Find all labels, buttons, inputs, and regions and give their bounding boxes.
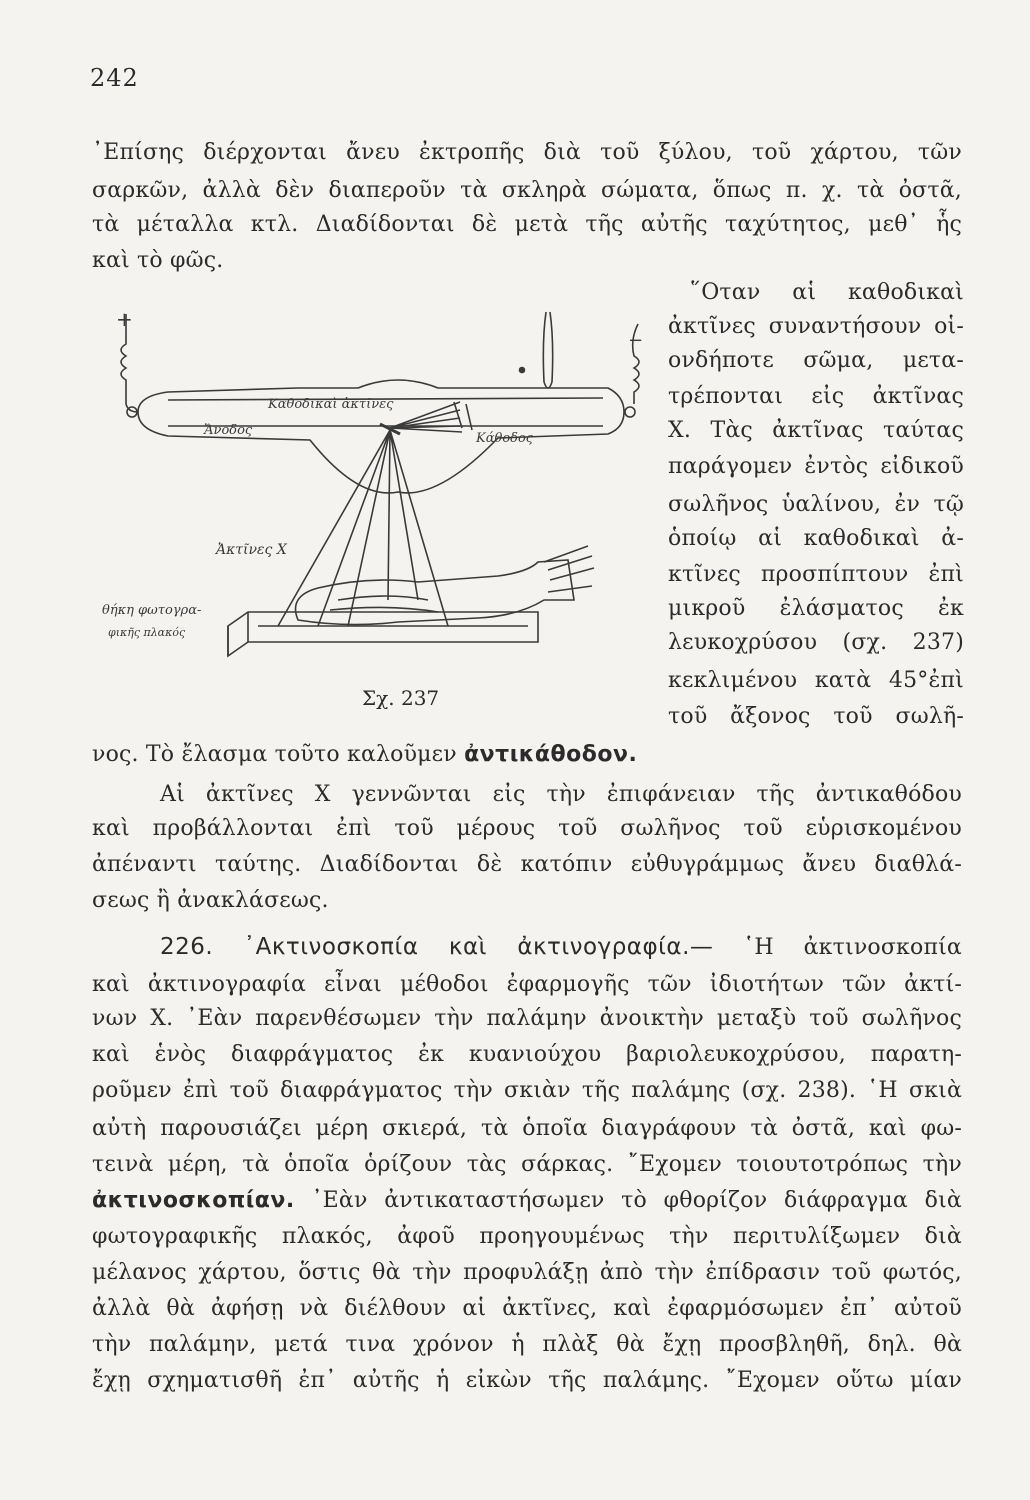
text-line: Αἱ ἀκτῖνες Χ γεννῶνται εἰς τὴν ἐπιφάνειαν τῆς ἀντικαθόδου: [160, 782, 962, 807]
text-line: μέλανος χάρτου, ὅστις θὰ τὴν προφυλάξῃ ἀπὸ τὴν ἐπίδρασιν τοῦ φωτός,: [92, 1260, 962, 1285]
side-text-line: Χ. Τὰς ἀκτῖνας ταύτας: [668, 418, 964, 443]
figure-237-xray-tube: [98, 300, 658, 700]
text-line: ροῦμεν ἐπὶ τοῦ διαφράγματος τὴν σκιὰν τῆς παλάμης (σχ. 238). ῾Η σκιὰ: [92, 1078, 962, 1103]
text-run: ᾿Εὰν ἀντικαταστήσωμεν τὸ φθορίζον διάφραγμα διὰ: [311, 1188, 962, 1213]
cathode-rays-label: Καθοδικαὶ ἀκτῖνες: [268, 397, 394, 412]
text-line: τὴν παλάμην, μετά τινα χρόνον ἡ πλὰξ θὰ ἔχῃ προσβληθῆ, δηλ. θὰ: [92, 1332, 962, 1357]
text-line: ᾿Επίσης διέρχονται ἄνευ ἐκτροπῆς διὰ τοῦ ξύλου, τοῦ χάρτου, τῶν: [92, 140, 962, 165]
text-line: καὶ τὸ φῶς.: [92, 248, 224, 273]
section-226-first-line: [160, 936, 962, 959]
side-text-line: κεκλιμένου κατὰ 45°ἐπὶ: [668, 668, 964, 693]
figure-caption: Σχ. 237: [362, 686, 440, 710]
term-anticathode: ἀντικάθοδον.: [464, 742, 638, 767]
side-text-line: κτῖνες προσπίπτουν ἐπὶ: [668, 562, 964, 587]
cathode-label: Κάθοδος: [476, 431, 534, 446]
side-text-line: ῞Οταν αἱ καθοδικαὶ: [690, 280, 964, 305]
text-line: ἀπέναντι ταύτης. Διαδίδονται δὲ κατόπιν εὐθυγράμμως ἄνευ διαθλά-: [92, 852, 962, 877]
section-heading: 226. ᾿Ακτινοσκοπία καὶ ἀκτινογραφία.—: [160, 934, 714, 960]
text-line: καὶ προβάλλονται ἐπὶ τοῦ μέρους τοῦ σωλῆνος τοῦ εὑρισκομένου: [92, 816, 962, 841]
side-text-line: τρέπονται εἰς ἀκτῖνας: [668, 384, 964, 409]
xrays-label: Ἀκτῖνες Χ: [216, 542, 287, 558]
side-text-line: σωλῆνος ὑαλίνου, ἐν τῷ: [668, 492, 964, 517]
page-number: 242: [90, 64, 139, 92]
plate-holder-label-2: φικῆς πλακός: [108, 626, 186, 639]
side-text-line: μικροῦ ἐλάσματος ἐκ: [668, 596, 964, 621]
minus-sign-label: −: [628, 330, 644, 351]
term-radioscopy: ἀκτινοσκοπίαν.: [92, 1188, 295, 1213]
side-text-line: λευκοχρύσου (σχ. 237): [668, 630, 964, 655]
text-line: αὐτὴ παρουσιάζει μέρη σκιερά, τὰ ὁποῖα διαγράφουν τὰ ὀστᾶ, καὶ φω-: [92, 1116, 962, 1141]
side-text-line: ὁποίῳ αἱ καθοδικαὶ ἀ-: [668, 526, 964, 551]
side-text-line: ονδήποτε σῶμα, μετα-: [668, 348, 964, 373]
text-line: νων Χ. ᾿Εὰν παρενθέσωμεν τὴν παλάμην ἀνοικτὴν μεταξὺ τοῦ σωλῆνος: [92, 1006, 962, 1031]
side-text-line: παράγομεν ἐντὸς εἰδικοῦ: [668, 454, 964, 479]
text-line: ἔχῃ σχηματισθῆ ἐπ᾿ αὐτῆς ἡ εἰκὼν τῆς παλάμης. ῎Εχομεν οὕτω μίαν: [92, 1368, 962, 1393]
side-text-line: τοῦ ἄξονος τοῦ σωλῆ-: [668, 704, 964, 729]
text-line: καὶ ἀκτινογραφία εἶναι μέθοδοι ἐφαρμογῆς τῶν ἰδιοτήτων τῶν ἀκτί-: [92, 972, 962, 997]
text-line: σαρκῶν, ἀλλὰ δὲν διαπεροῦν τὰ σκληρὰ σώματα, ὅπως π. χ. τὰ ὀστᾶ,: [92, 178, 962, 203]
text-line: σεως ἢ ἀνακλάσεως.: [92, 888, 329, 913]
text-line-anticathode: [92, 744, 637, 766]
text-line: ἀλλὰ θὰ ἀφήσῃ νὰ διέλθουν αἱ ἀκτῖνες, καὶ ἐφαρμόσωμεν ἐπ᾿ αὐτοῦ: [92, 1296, 962, 1321]
text-line: τὰ μέταλλα κτλ. Διαδίδονται δὲ μετὰ τῆς αὐτῆς ταχύτητος, μεθ᾿ ἧς: [92, 212, 962, 237]
text-line-term: [92, 1190, 962, 1212]
plus-sign-label: +: [116, 307, 133, 331]
text-line: τεινὰ μέρη, τὰ ὁποῖα ὁρίζουν τὰς σάρκας. ῎Εχομεν τοιουτοτρόπως τὴν: [92, 1152, 962, 1177]
text-run: νος. Τὸ ἔλασμα τοῦτο καλοῦμεν: [92, 742, 457, 767]
text-line: καὶ ἑνὸς διαφράγματος ἐκ κυανιούχου βαριολευκοχρύσου, παρατη-: [92, 1042, 962, 1067]
text-run: ῾Η ἀκτινοσκοπία: [743, 935, 962, 960]
text-line: φωτογραφικῆς πλακός, ἀφοῦ προηγουμένως τὴν περιτυλίξωμεν διὰ: [92, 1224, 962, 1249]
anode-label: Ἄνοδος: [204, 423, 253, 438]
plate-holder-label-1: θήκη φωτογρα-: [102, 603, 202, 618]
side-text-line: ἀκτῖνες συναντήσουν οἱ-: [668, 314, 964, 339]
